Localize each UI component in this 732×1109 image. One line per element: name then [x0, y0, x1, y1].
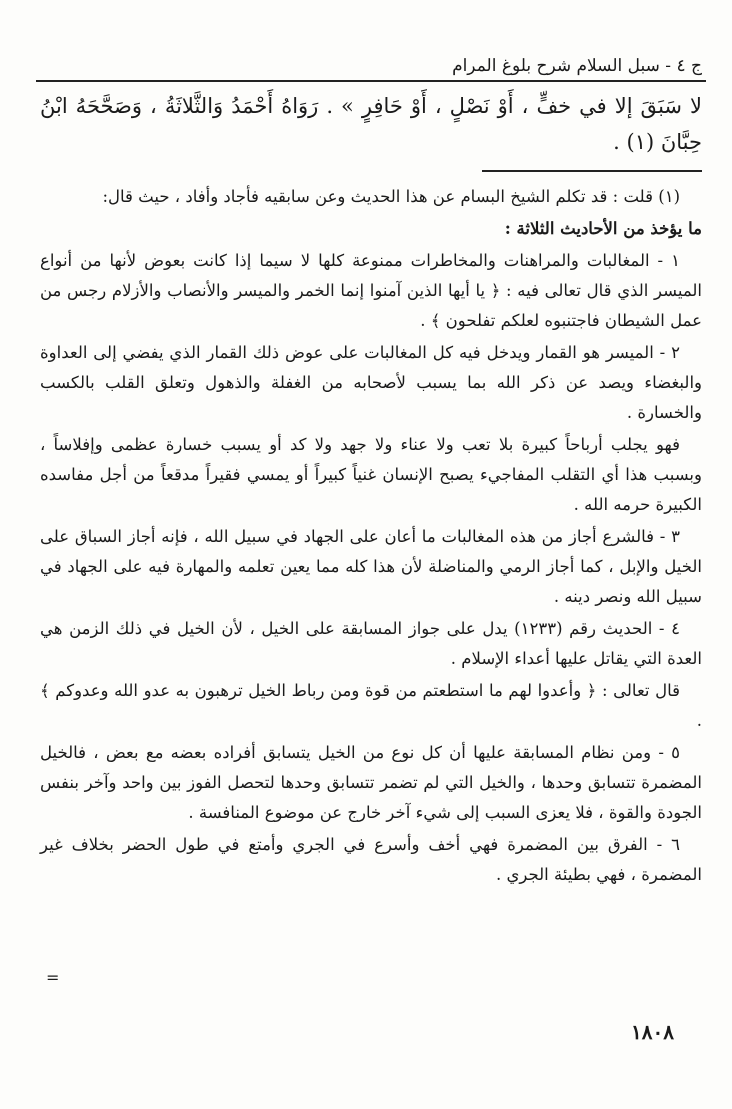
footnotes: [36, 182, 706, 890]
note-point-6: ٦ - الفرق بين المضمرة فهي أخف وأسرع في الجري وأمتع في طول الحضر بخلاف غير المضمرة ، فهي بطيئة الجري .: [40, 835, 702, 884]
page: [36, 52, 706, 892]
header-title: ج ٤ - سبل السلام شرح بلوغ المرام: [452, 56, 702, 76]
footnote-separator: [482, 170, 702, 172]
hadith-text: لا سَبَقَ إلا في خفٍّ ، أَوْ نَصْلٍ ، أَوْ حَافِرٍ » . رَوَاهُ أَحْمَدُ وَالثَّلاثَةُ ، وَصَحَّحَهُ ابْنُ حِبَّانَ (١) .: [40, 94, 702, 154]
note-point-3: ٣ - فالشرع أجاز من هذه المغالبات ما أعان على الجهاد في سبيل الله ، فإنه أجاز السباق على الخيل والإبل ، كما أجاز الرمي والمناضلة لأن هذا كله مما يعين تعلمه والمهارة فيه على الجهاد في سبيل الله ونصر دينه .: [40, 527, 702, 606]
running-header: [36, 52, 706, 82]
note-point-2-cont: فهو يجلب أرباحاً كبيرة بلا تعب ولا عناء ولا جهد ولا كد أو يسبب خسارة عظمى وإفلاساً ، وبسبب هذا أي التقلب المفاجيء يصبح الإنسان غنياً كبيراً أو يمسي فقيراً مدقعاً من أجل مفاسده الكبيرة حرمه الله .: [40, 435, 702, 514]
page-number: ١٨٠٨: [631, 1020, 674, 1044]
note-point-2: ٢ - الميسر هو القمار ويدخل فيه كل المغالبات على عوض ذلك القمار الذي يفضي إلى العداوة والبغضاء ويصد عن ذكر الله بما يسبب لأصحابه من الغفلة والذهول وتعلق القلب بالكسب والخسارة .: [40, 343, 702, 422]
note-point-1: ١ - المغالبات والمراهنات والمخاطرات ممنوعة كلها لا سيما إذا كانت بعوض لأنها من أنواع الميسر الذي قال تعالى فيه : ﴿ يا أيها الذين آمنوا إنما الخمر والميسر والأنصاب والأزلام رجس من عمل الشيطان فاجتنبوه لعلكم تفلحون ﴾ .: [40, 251, 702, 330]
note-point-4: ٤ - الحديث رقم (١٢٣٣) يدل على جواز المسابقة على الخيل ، لأن الخيل في ذلك الزمن هي العدة التي يقاتل عليها أعداء الإسلام .: [40, 619, 702, 668]
section-heading: ما يؤخذ من الأحاديث الثلاثة :: [504, 219, 702, 238]
note-point-5: ٥ - ومن نظام المسابقة عليها أن كل نوع من الخيل يتسابق أفراده بعضه مع بعض ، فالخيل المضمرة تتسابق وحدها ، والخيل التي لم تضمر تتسابق وحدها لتحصل الفوز بين واحد وآخر بنفس الجودة والقوة ، فلا يعزى السبب إلى شيء آخر خارج عن موضوع المنافسة .: [40, 743, 702, 822]
footnote-intro: (١) قلت : قد تكلم الشيخ البسام عن هذا الحديث وعن سابقيه فأجاد وأفاد ، حيث قال:: [102, 187, 680, 206]
continuation-mark: =: [46, 968, 60, 987]
note-point-4-verse: قال تعالى : ﴿ وأعدوا لهم ما استطعتم من قوة ومن رباط الخيل ترهبون به عدو الله وعدوكم ﴾ .: [40, 681, 702, 730]
